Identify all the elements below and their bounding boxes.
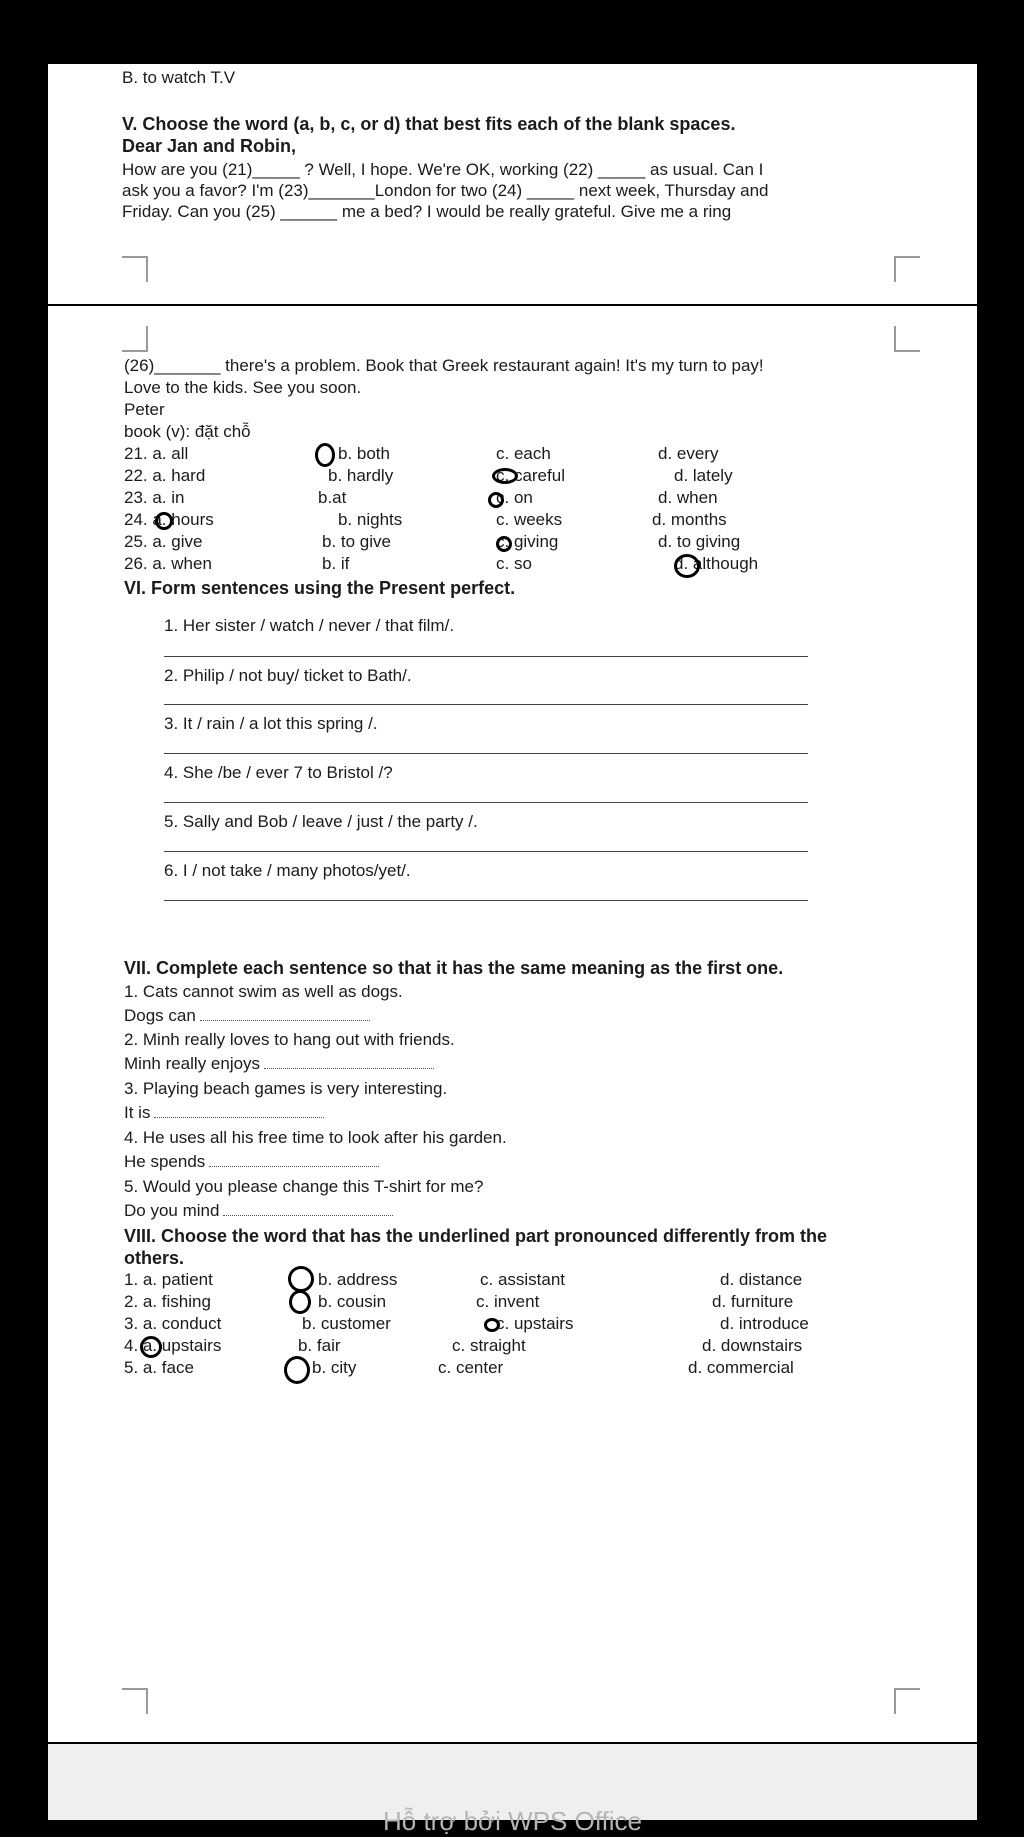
document-page-1 — [48, 64, 977, 304]
exercise-answer-stem: He spends — [124, 1152, 379, 1172]
exercise-prompt: 5. Sally and Bob / leave / just / the party /. — [164, 812, 478, 831]
letter-line: How are you (21)_____ ? Well, I hope. We're OK, working (22) _____ as usual. Can I — [122, 160, 764, 179]
mc-option: 26. a. when — [124, 554, 212, 573]
pron-option: b. fair — [298, 1336, 341, 1355]
answer-circle-mark — [155, 512, 173, 530]
answer-circle-mark — [289, 1290, 311, 1314]
answer-circle-mark — [140, 1336, 162, 1358]
answer-circle-mark — [674, 554, 700, 578]
pron-option: b. customer — [302, 1314, 391, 1333]
mc-option: 23. a. in — [124, 488, 185, 507]
answer-circle-mark — [492, 468, 518, 484]
margin-corner-mark — [122, 256, 148, 282]
answer-line — [164, 704, 808, 705]
exercise-prompt: 2. Philip / not buy/ ticket to Bath/. — [164, 666, 412, 685]
section-8-title-continued: others. — [124, 1248, 185, 1268]
section-7-title: VII. Complete each sentence so that it has the same meaning as the first one. — [124, 958, 784, 978]
exercise-prompt: 6. I / not take / many photos/yet/. — [164, 861, 411, 880]
pron-option: d. downstairs — [702, 1336, 803, 1355]
mc-option: b. if — [322, 554, 350, 573]
answer-circle-mark — [496, 536, 512, 552]
pron-option: d. furniture — [712, 1292, 794, 1311]
answer-line — [164, 900, 808, 901]
letter-line: Love to the kids. See you soon. — [124, 378, 362, 397]
answer-circle-mark — [315, 443, 335, 467]
mc-option: 21. a. all — [124, 444, 189, 463]
pron-option: 1. a. patient — [124, 1270, 213, 1289]
exercise-answer-stem: Minh really enjoys — [124, 1054, 434, 1074]
viewer-footer — [48, 1744, 977, 1836]
answer-line — [164, 753, 808, 754]
pron-option: 4. a. upstairs — [124, 1336, 222, 1355]
letter-line: ask you a favor? I'm (23)_______London for two (24) _____ next week, Thursday and — [122, 181, 769, 200]
exercise-prompt: 3. Playing beach games is very interesting. — [124, 1079, 448, 1098]
mc-option: 22. a. hard — [124, 466, 206, 485]
margin-corner-mark — [122, 1688, 148, 1714]
mc-option: b. both — [338, 444, 390, 463]
previous-item: B. to watch T.V — [122, 68, 236, 87]
mc-option: c. weeks — [496, 510, 563, 529]
pron-option: b. address — [318, 1270, 398, 1289]
pron-option: 3. a. conduct — [124, 1314, 222, 1333]
exercise-prompt: 5. Would you please change this T-shirt for me? — [124, 1177, 484, 1196]
answer-line — [164, 656, 808, 657]
exercise-prompt: 4. She /be / ever 7 to Bristol /? — [164, 763, 393, 782]
pron-option: c. upstairs — [496, 1314, 574, 1333]
mc-option: d. although — [674, 554, 759, 573]
mc-option: d. months — [652, 510, 727, 529]
document-page-2 — [48, 306, 977, 1742]
margin-corner-mark — [894, 1688, 920, 1714]
mc-option: d. lately — [674, 466, 733, 485]
exercise-prompt: 2. Minh really loves to hang out with friends. — [124, 1030, 455, 1049]
mc-option: b.at — [318, 488, 347, 507]
exercise-answer-stem: It is — [124, 1103, 324, 1123]
mc-option: d. when — [658, 488, 718, 507]
pron-option: c. center — [438, 1358, 504, 1377]
answer-circle-mark — [484, 1318, 500, 1332]
mc-option: d. to giving — [658, 532, 741, 551]
exercise-prompt: 3. It / rain / a lot this spring /. — [164, 714, 378, 733]
mc-option: b. nights — [338, 510, 403, 529]
margin-corner-mark — [894, 326, 920, 352]
answer-circle-mark — [284, 1356, 310, 1384]
exercise-prompt: 1. Her sister / watch / never / that film/. — [164, 616, 455, 635]
pron-option: 2. a. fishing — [124, 1292, 211, 1311]
mc-option: 24. a. hours — [124, 510, 214, 529]
mc-option: c. on — [496, 488, 533, 507]
mc-option: b. hardly — [328, 466, 394, 485]
wps-watermark: Hỗ trợ bởi WPS Office — [382, 1806, 642, 1836]
pron-option: c. invent — [476, 1292, 540, 1311]
mc-option: c. so — [496, 554, 532, 573]
margin-corner-mark — [894, 256, 920, 282]
section-8-title: VIII. Choose the word that has the underlined part pronounced differently from the — [124, 1226, 828, 1246]
vocab-note: book (v): đặt chỗ — [124, 422, 251, 441]
letter-line: Friday. Can you (25) ______ me a bed? I would be really grateful. Give me a ring — [122, 202, 732, 221]
letter-line: (26)_______ there's a problem. Book that Greek restaurant again! It's my turn to pay! — [124, 356, 764, 375]
mc-option: c. careful — [496, 466, 565, 485]
pron-option: b. city — [312, 1358, 357, 1377]
pron-option: c. straight — [452, 1336, 526, 1355]
exercise-answer-stem: Do you mind — [124, 1201, 393, 1221]
letter-signature: Peter — [124, 400, 165, 419]
pron-option: d. commercial — [688, 1358, 794, 1377]
mc-option: c. each — [496, 444, 551, 463]
exercise-prompt: 4. He uses all his free time to look after his garden. — [124, 1128, 507, 1147]
pron-option: b. cousin — [318, 1292, 387, 1311]
pron-option: 5. a. face — [124, 1358, 194, 1377]
pron-option: d. distance — [720, 1270, 803, 1289]
pron-option: c. assistant — [480, 1270, 566, 1289]
answer-line — [164, 802, 808, 803]
answer-circle-mark — [288, 1266, 314, 1292]
letter-greeting: Dear Jan and Robin, — [122, 136, 297, 156]
mc-option: d. every — [658, 444, 719, 463]
mc-option: c. giving — [496, 532, 559, 551]
mc-option: b. to give — [322, 532, 391, 551]
answer-circle-mark — [488, 492, 504, 508]
pron-option: d. introduce — [720, 1314, 809, 1333]
margin-corner-mark — [122, 326, 148, 352]
section-6-title: VI. Form sentences using the Present perfect. — [124, 578, 516, 598]
exercise-prompt: 1. Cats cannot swim as well as dogs. — [124, 982, 403, 1001]
answer-line — [164, 851, 808, 852]
mc-option: 25. a. give — [124, 532, 203, 551]
section-5-title: V. Choose the word (a, b, c, or d) that best fits each of the blank spaces. — [122, 114, 736, 134]
exercise-answer-stem: Dogs can — [124, 1006, 370, 1026]
